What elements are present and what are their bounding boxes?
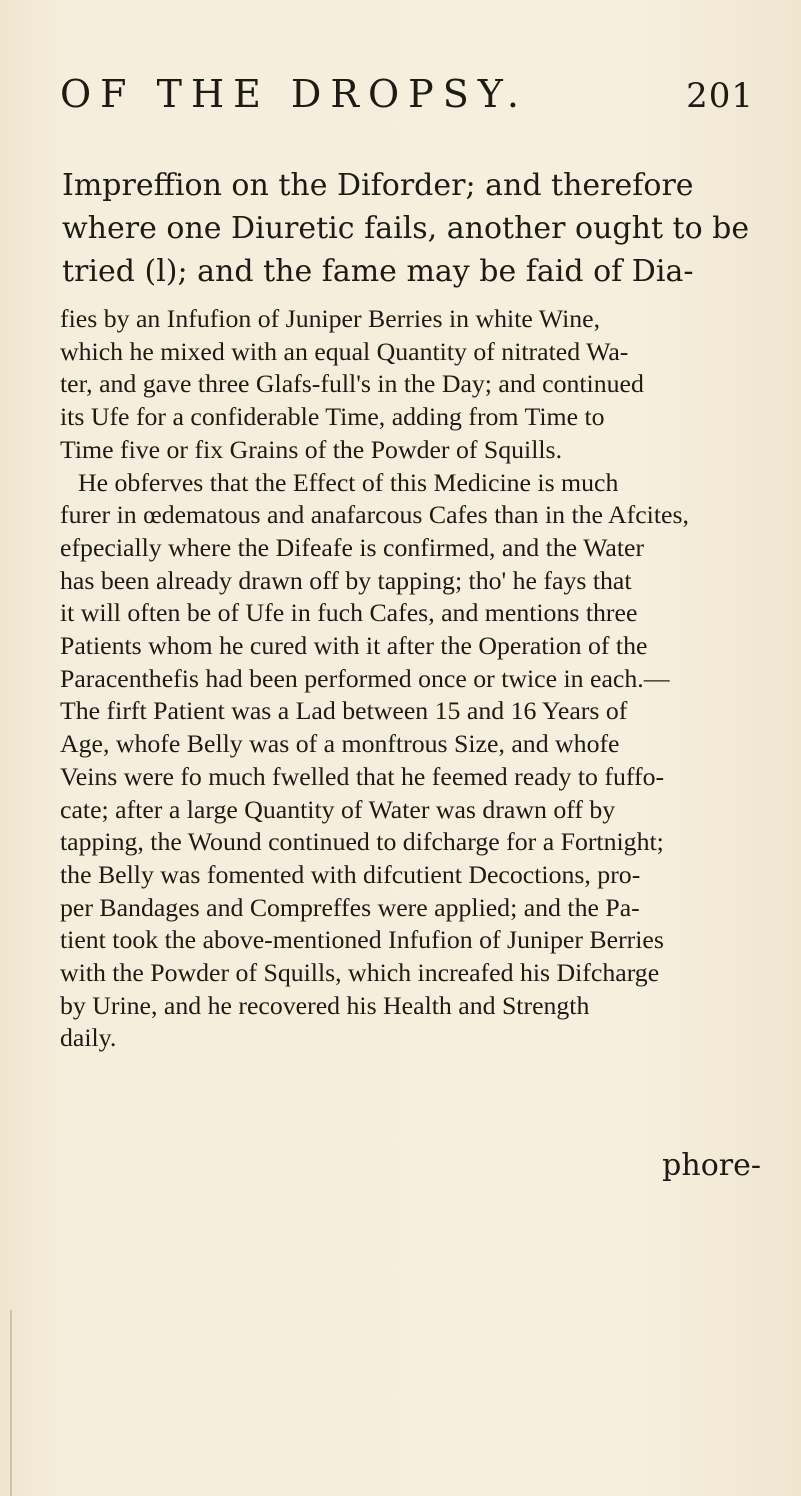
text-line: by Urine, and he recovered his Health and Strength [60, 990, 590, 1020]
page-edge-shadow [10, 1310, 12, 1496]
text-line: tapping, the Wound continued to difcharge for a Fortnight; [60, 827, 664, 857]
text-line: its Ufe for a confiderable Time, adding from Time to [60, 402, 605, 432]
page-number: 201 [686, 76, 754, 116]
text-line: per Bandages and Compreffes were applied; and the Pa- [60, 892, 640, 922]
text-line: tient took the above-mentioned Infufion of Juniper Berries [60, 925, 664, 955]
text-line: where one Diuretic fails, another ought to be [62, 211, 750, 246]
catchword: phore- [662, 1148, 761, 1183]
text-line: has been already drawn off by tapping; tho' he fays that [60, 565, 632, 595]
text-line: Impreffion on the Diforder; and therefore [62, 168, 694, 203]
page-header [60, 72, 760, 122]
text-line: Age, whofe Belly was of a monftrous Size, and whofe [60, 729, 620, 759]
text-line: The firft Patient was a Lad between 15 and 16 Years of [60, 696, 628, 726]
text-line: efpecially where the Difeafe is confirmed, and the Water [60, 532, 645, 562]
text-line: furer in œdematous and anafarcous Cafes than in the Afcites, [60, 500, 689, 530]
text-line: He obferves that the Effect of this Medicine is much [78, 467, 619, 497]
text-line: the Belly was fomented with difcutient Decoctions, pro- [60, 859, 641, 889]
text-line: cate; after a large Quantity of Water was drawn off by [60, 794, 616, 824]
text-line: it will often be of Ufe in fuch Cafes, and mentions three [60, 598, 638, 628]
text-line: Veins were fo much fwelled that he feemed ready to fuffo- [60, 761, 665, 791]
text-line: fies by an Infufion of Juniper Berries in white Wine, [60, 304, 601, 333]
text-line: daily. [60, 1023, 117, 1053]
text-line: Time five or fix Grains of the Powder of Squills. [60, 434, 563, 464]
text-line: Patients whom he cured with it after the Operation of the [60, 631, 648, 661]
text-line: tried (l); and the fame may be faid of Dia- [62, 254, 694, 289]
running-title: OF THE DROPSY. [60, 72, 528, 116]
opening-paragraph [62, 164, 782, 293]
text-line: ter, and gave three Glafs-full's in the Day; and continued [60, 369, 644, 399]
text-line: Paracenthefis had been performed once or twice in each.— [60, 663, 670, 693]
text-line: which he mixed with an equal Quantity of nitrated Wa- [60, 336, 629, 366]
text-line: with the Powder of Squills, which increafed his Difcharge [60, 958, 660, 988]
body-paragraph [60, 303, 782, 1055]
